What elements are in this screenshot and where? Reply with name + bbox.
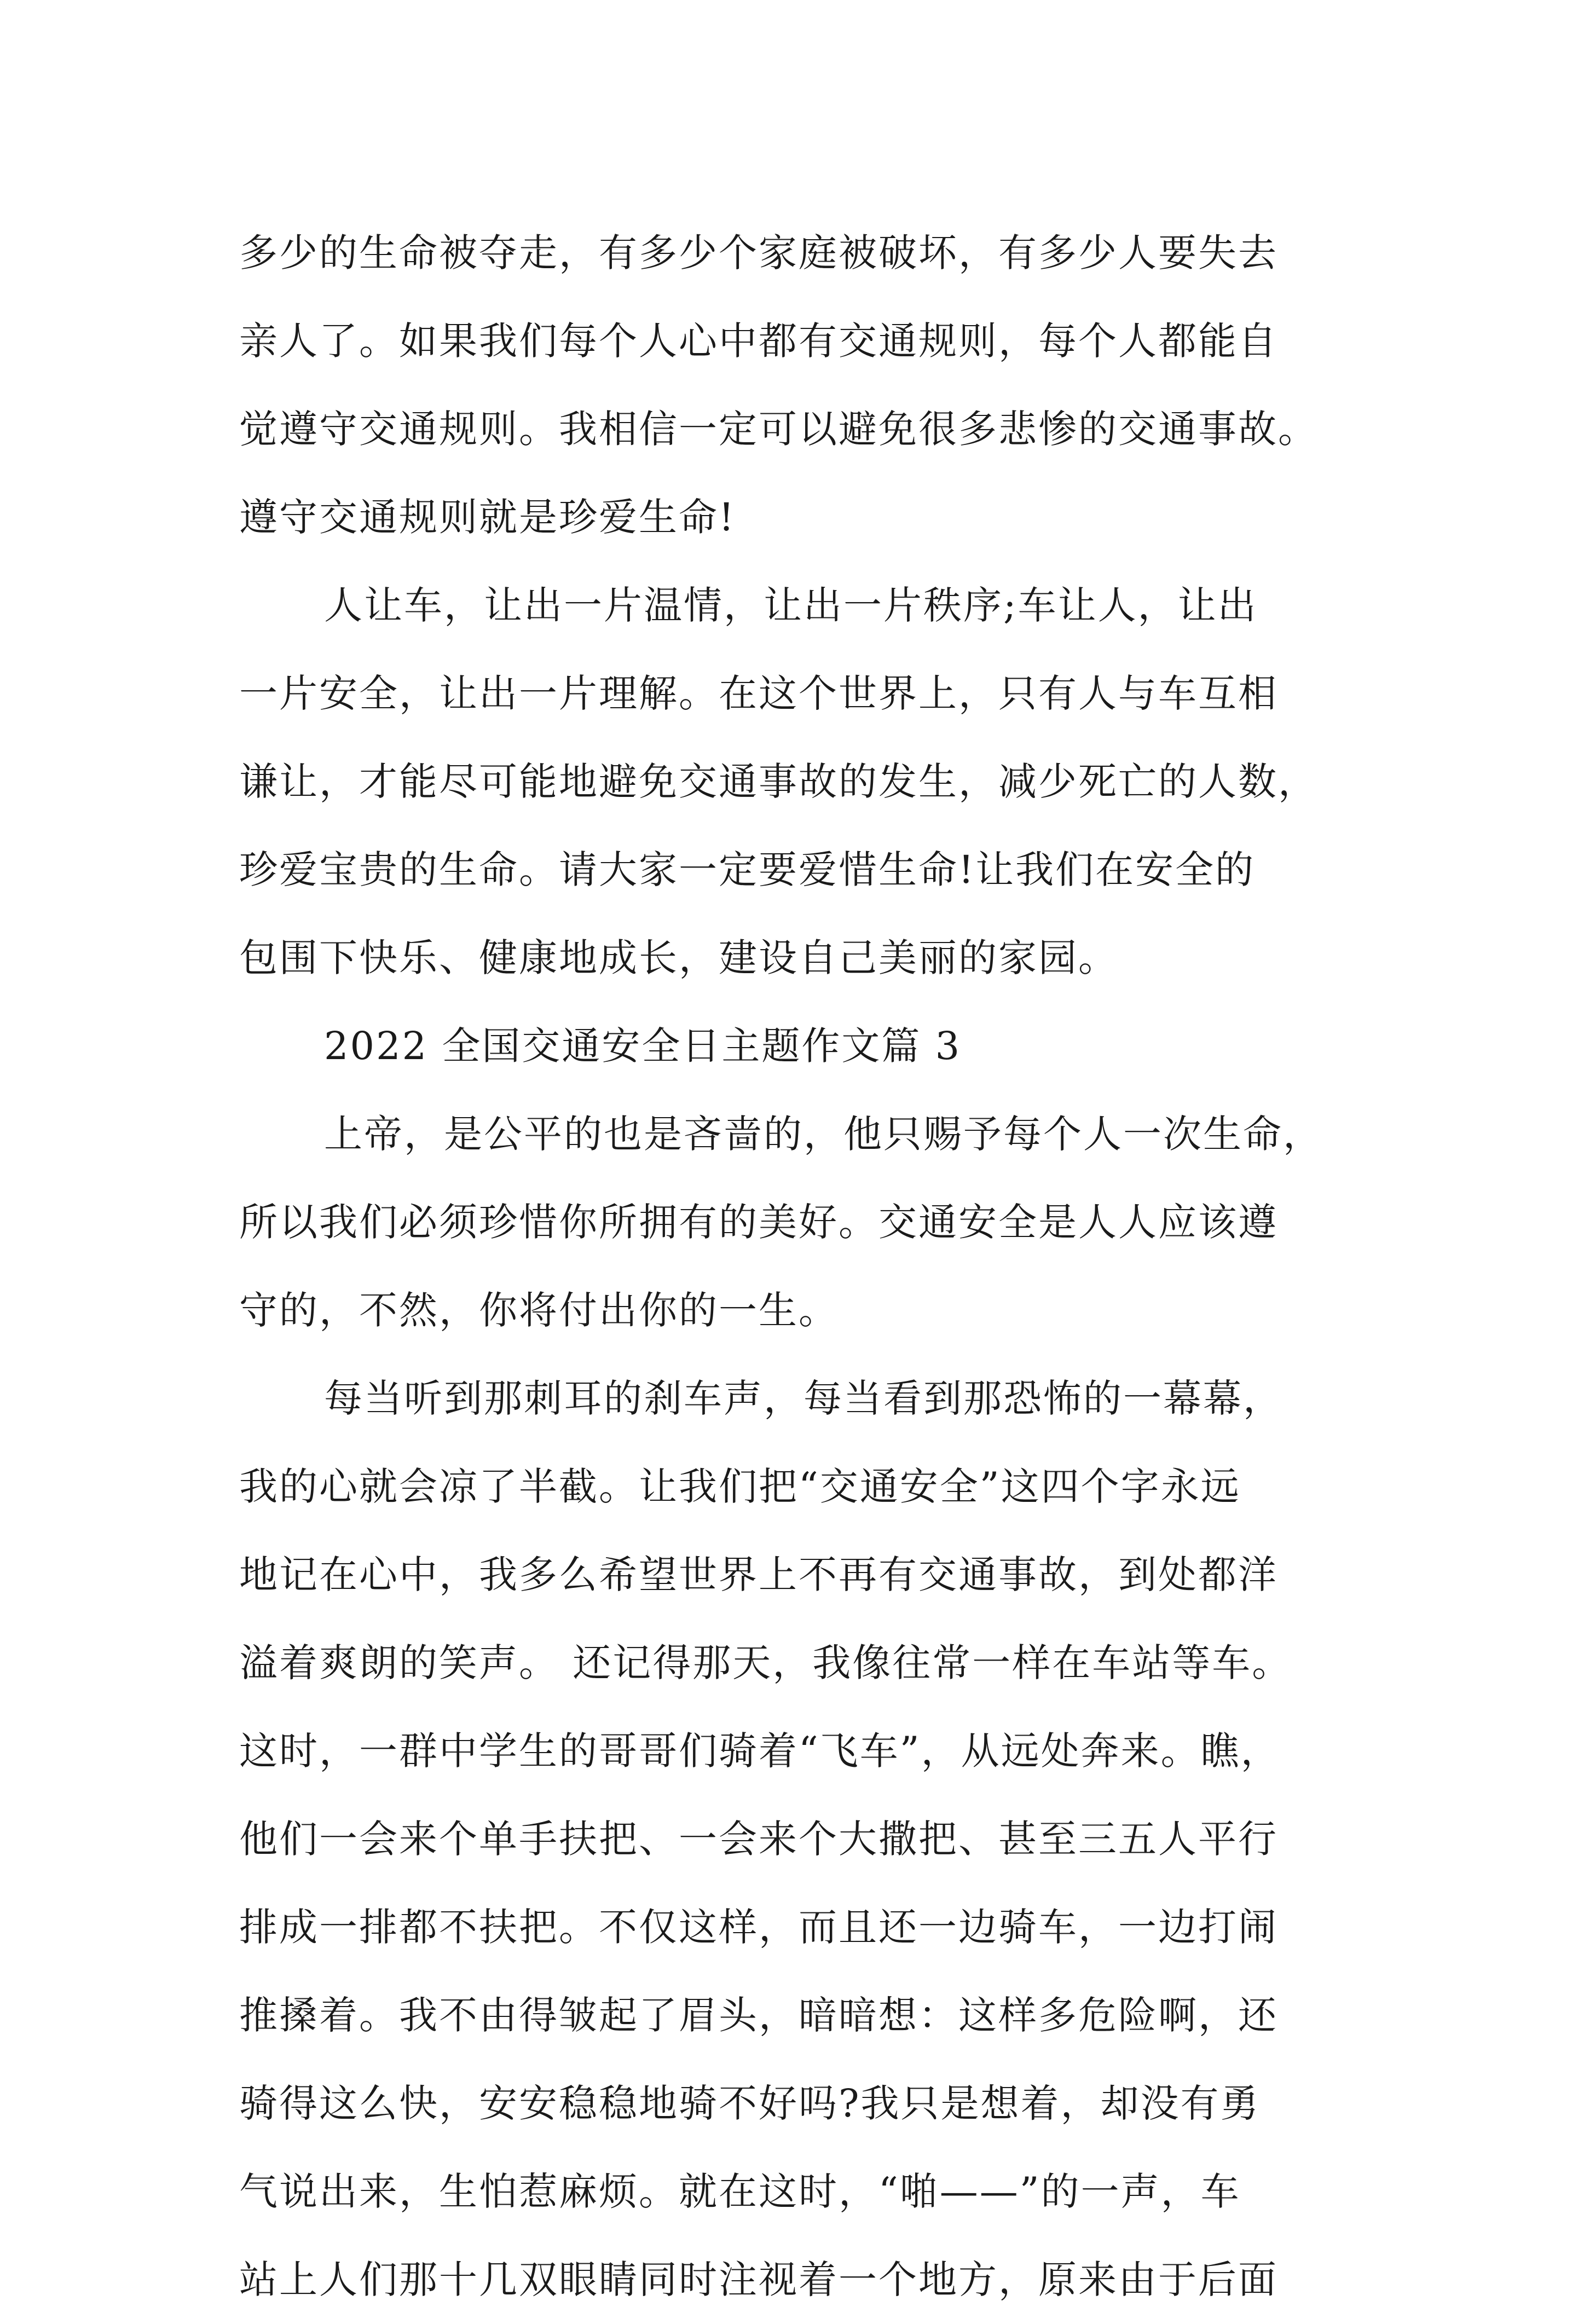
text-line: 地记在心中，我多么希望世界上不再有交通事故，到处都洋: [239, 1552, 1278, 1597]
text-line: 每当听到那刺耳的刹车声，每当看到那恐怖的一幕幕，: [324, 1376, 1283, 1421]
text-line: 上帝，是公平的也是吝啬的，他只赐予每个人一次生命，: [324, 1112, 1323, 1157]
text-line: 他们一会来个单手扶把、一会来个大撒把、甚至三五人平行: [239, 1817, 1278, 1861]
text-line: 多少的生命被夺走，有多少个家庭被破坏，有多少人要失去: [239, 230, 1278, 275]
text-line: 这时，一群中学生的哥哥们骑着“飞车”，从远处奔来。瞧，: [239, 1728, 1281, 1773]
text-line: 骑得这么快，安安稳稳地骑不好吗?我只是想着，却没有勇: [239, 2081, 1261, 2126]
text-line: 溢着爽朗的笑声。 还记得那天，我像往常一样在车站等车。: [239, 1640, 1292, 1685]
essay-body: [239, 209, 1410, 2324]
text-line: 我的心就会凉了半截。让我们把“交通安全”这四个字永远: [239, 1464, 1241, 1509]
text-line: 气说出来，生怕惹麻烦。就在这时，“啪——”的一声，车: [239, 2169, 1241, 2214]
text-line: 排成一排都不扶把。不仅这样，而且还一边骑车，一边打闹: [239, 1905, 1278, 1950]
text-line: 觉遵守交通规则。我相信一定可以避免很多悲惨的交通事故。: [239, 407, 1318, 452]
text-line: 人让车，让出一片温情，让出一片秩序;车让人，让出: [324, 583, 1258, 628]
text-line: 守的，不然，你将付出你的一生。: [239, 1288, 839, 1333]
text-line: 珍爱宝贵的生命。请大家一定要爱惜生命!让我们在安全的: [239, 847, 1256, 892]
text-line: 推搡着。我不由得皱起了眉头，暗暗想：这样多危险啊，还: [239, 1993, 1278, 2038]
text-line: 遵守交通规则就是珍爱生命!: [239, 495, 736, 540]
text-line: 站上人们那十几双眼睛同时注视着一个地方，原来由于后面: [239, 2257, 1278, 2302]
text-line: 一片安全，让出一片理解。在这个世界上，只有人与车互相: [239, 671, 1278, 716]
text-line: 亲人了。如果我们每个人心中都有交通规则，每个人都能自: [239, 319, 1278, 363]
section-heading: 2022 全国交通安全日主题作文篇 3: [324, 1024, 962, 1068]
text-line: 所以我们必须珍惜你所拥有的美好。交通安全是人人应该遵: [239, 1200, 1278, 1245]
text-line: 谦让，才能尽可能地避免交通事故的发生，减少死亡的人数，: [239, 759, 1318, 804]
text-line: 包围下快乐、健康地成长，建设自己美丽的家园。: [239, 935, 1118, 980]
